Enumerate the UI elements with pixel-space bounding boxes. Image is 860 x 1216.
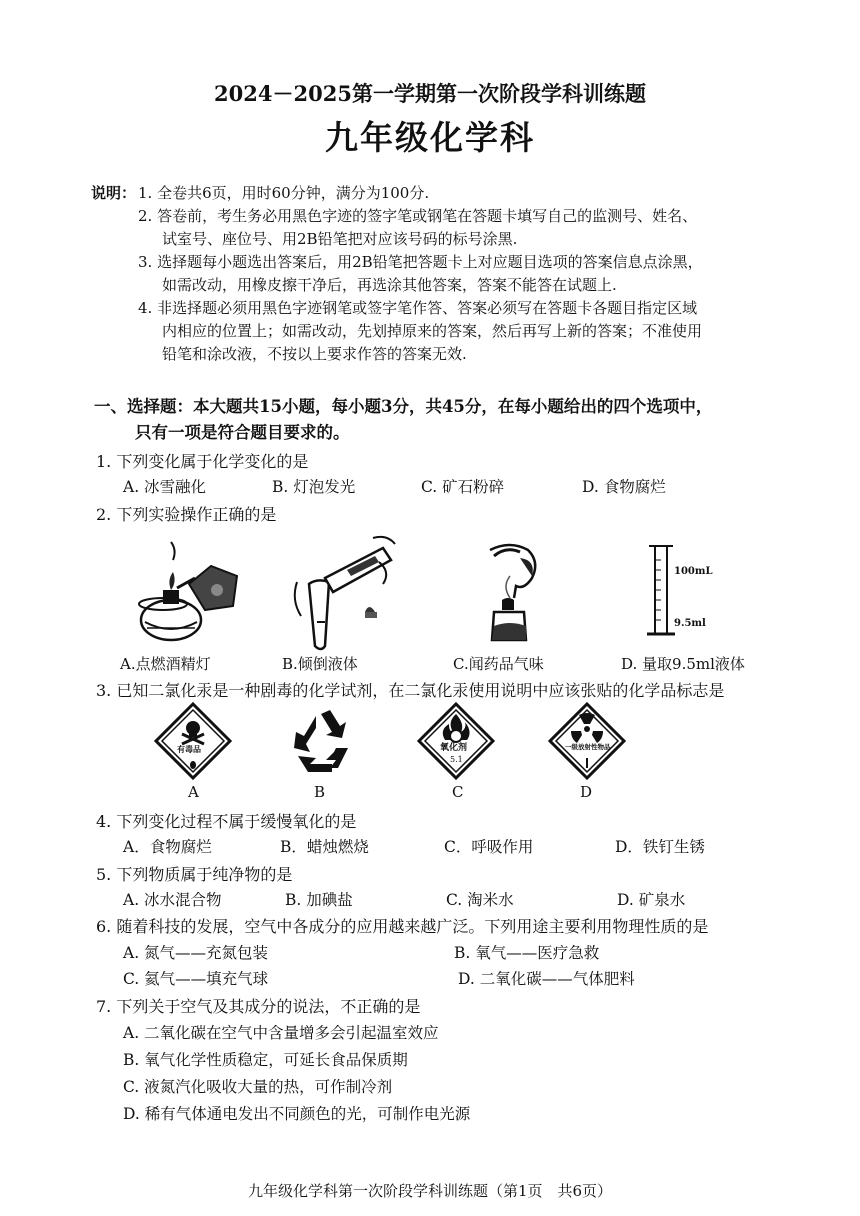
q5-option-c: C. 淘米水 [446, 891, 514, 909]
q4-option-a: A．食物腐烂 [123, 838, 212, 856]
cylinder-capacity-label: 100mL [674, 566, 713, 577]
q3-label-d: D [580, 783, 593, 801]
note-line: 3. 选择题每小题选出答案后，用2B铅笔把答题卡上对应题目选项的答案信息点涂黑， [138, 253, 703, 271]
q2-option-c: C.闻药品气味 [453, 655, 544, 673]
q4-option-c: C．呼吸作用 [444, 838, 534, 856]
q6-option-b: B. 氧气——医疗急救 [454, 944, 600, 962]
q2-option-b: B.倾倒液体 [282, 655, 358, 673]
q6-option-a: A. 氮气——充氮包装 [123, 944, 269, 962]
note-line: 铅笔和涂改液，不按以上要求作答的答案无效. [162, 345, 467, 363]
q1-option-c: C. 矿石粉碎 [421, 478, 505, 496]
pouring-liquid-illustration [287, 534, 399, 652]
toxic-sign-icon [154, 702, 232, 780]
note-line: 如需改动，用橡皮擦干净后，再选涂其他答案，答案不能答在试题上. [162, 276, 617, 294]
section-heading-cont: 只有一项是符合题目要求的。 [135, 423, 350, 442]
cylinder-volume-label: 9.5ml [674, 618, 706, 629]
q5-option-d: D. 矿泉水 [617, 891, 686, 909]
measuring-cylinder-illustration [645, 540, 785, 640]
section-heading: 一、选择题：本大题共15小题，每小题3分，共45分，在每小题给出的四个选项中， [94, 397, 713, 416]
toxic-sign-label: 有毒品 [177, 744, 201, 754]
alcohol-lamp-illustration [133, 540, 243, 652]
q1-option-a: A. 冰雪融化 [123, 478, 207, 496]
q2-option-a: A.点燃酒精灯 [120, 655, 211, 673]
notes-label: 说明： [91, 184, 137, 202]
q5-option-a: A. 冰水混合物 [123, 891, 222, 909]
radioactive-sign-class [585, 753, 588, 762]
q3-label-c: C [452, 783, 464, 801]
q6-option-d: D. 二氧化碳——气体肥料 [458, 970, 635, 988]
question-1-stem: 1. 下列变化属于化学变化的是 [96, 452, 309, 471]
question-5-stem: 5. 下列物质属于纯净物的是 [96, 865, 293, 884]
question-2-stem: 2. 下列实验操作正确的是 [96, 505, 277, 524]
q1-option-d: D. 食物腐烂 [582, 478, 666, 496]
question-3-stem: 3. 已知二氯化汞是一种剧毒的化学试剂，在二氯化汞使用说明中应该张贴的化学品标志是 [96, 681, 725, 700]
q2-option-d: D. 量取9.5ml液体 [621, 655, 745, 673]
note-line: 试室号、座位号、用2B铅笔把对应该号码的标号涂黑. [162, 230, 518, 248]
oxidizer-sign-label: 氧化剂 [440, 743, 468, 753]
note-line: 2. 答卷前，考生务必用黑色字迹的签字笔或钢笔在答题卡填写自己的监测号、姓名、 [138, 207, 698, 225]
q4-option-b: B．蜡烛燃烧 [280, 838, 369, 856]
q3-label-a: A [188, 783, 199, 801]
radioactive-sign-icon [548, 702, 626, 780]
question-6-stem: 6. 随着科技的发展，空气中各成分的应用越来越广泛。下列用途主要利用物理性质的是 [96, 917, 709, 936]
q7-option-a: A. 二氧化碳在空气中含量增多会引起温室效应 [123, 1024, 439, 1042]
smelling-chemical-illustration [480, 540, 554, 652]
note-line: 1. 全卷共6页，用时60分钟，满分为100分. [138, 184, 430, 202]
question-7-stem: 7. 下列关于空气及其成分的说法，不正确的是 [96, 997, 421, 1016]
q5-option-b: B. 加碘盐 [285, 891, 353, 909]
exam-title: 2024－2025第一学期第一次阶段学科训练题 [214, 81, 646, 106]
subject-title: 九年级化学科 [325, 118, 535, 157]
q6-option-c: C. 氦气——填充气球 [123, 970, 269, 988]
q7-option-c: C. 液氮汽化吸收大量的热，可作制冷剂 [123, 1078, 393, 1096]
oxidizer-sign-class: 5.1 [450, 755, 463, 764]
note-line: 4. 非选择题必须用黑色字迹钢笔或签字笔作答、答案必须写在答题卡各题目指定区域 [138, 299, 698, 317]
q1-option-b: B. 灯泡发光 [272, 478, 356, 496]
q4-option-d: D．铁钉生锈 [615, 838, 705, 856]
recycle-sign-icon [286, 708, 356, 778]
radioactive-sign-label: 一级放射性物品 [565, 743, 611, 751]
q7-option-b: B. 氧气化学性质稳定，可延长食品保质期 [123, 1051, 408, 1069]
question-4-stem: 4. 下列变化过程不属于缓慢氧化的是 [96, 812, 357, 831]
q3-label-b: B [314, 783, 326, 801]
q7-option-d: D. 稀有气体通电发出不同颜色的光，可制作电光源 [123, 1105, 471, 1123]
note-line: 内相应的位置上；如需改动，先划掉原来的答案，然后再写上新的答案；不准使用 [162, 322, 703, 340]
page-footer: 九年级化学科第一次阶段学科训练题（第1页 共6页） [247, 1182, 613, 1200]
